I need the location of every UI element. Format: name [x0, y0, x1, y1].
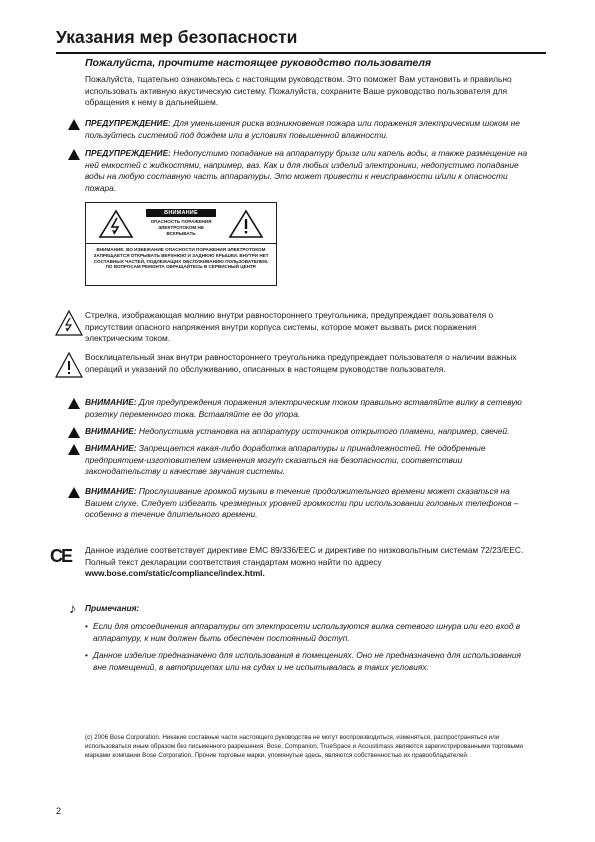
caution-heading: ВНИМАНИЕ — [146, 209, 216, 217]
caution-label: ВНИМАНИЕ: — [85, 397, 137, 407]
warning-1 — [68, 118, 538, 141]
compliance-url: www.bose.com/static/compliance/index.html. — [85, 568, 265, 579]
compliance-body: Данное изделие соответствует директиве EMC 89/336/EEC и директиве по низковольтным системам 72/23/EEC. Полный текст декларации соответствия стандартам можно найти по адресу — [85, 545, 524, 567]
list-item: • Если для отсоединения аппаратуры от электросети используются вилка сетевого шнура или его вход в аппаратуру, к ним должен быть обеспечен постоянный доступ. — [85, 621, 521, 643]
copyright-footer: (c) 2006 Bose Corporation. Никакие составные части настоящего руководства не могут воспроизводиться, изменяться, распространяться или использоваться иным образом без письменного разрешения. Bose, Companion, TrueSpace и Acoustimass являются зарегистрированными торговыми марками компании Bose Corporation. Прочие торговые марки, упомянутые здесь, являются собственностью их правообладателей. — [85, 734, 523, 759]
lightning-triangle-icon — [55, 310, 83, 336]
caution-text: Недопустима установка на аппаратуру источников открытого пламени, например, свечей. — [136, 426, 510, 436]
caution-label: ВНИМАНИЕ: — [85, 443, 137, 453]
warning-triangle-icon — [68, 427, 80, 438]
caution-label: ОПАСНОСТЬ ПОРАЖЕНИЯ ЭЛЕКТРОТОКОМ НЕ ВСКРЫВАТЬ — [150, 219, 212, 236]
caution-label: ВНИМАНИЕ: — [85, 426, 137, 436]
exclamation-triangle-icon — [55, 352, 83, 378]
caution-label: ВНИМАНИЕ: — [85, 486, 137, 496]
warning-triangle-icon — [68, 119, 80, 130]
notes-list — [85, 621, 535, 679]
exclamation-triangle-icon — [228, 209, 264, 239]
warning-triangle-icon — [68, 398, 80, 409]
caution-4 — [68, 486, 538, 521]
ce-mark-logo: CE — [50, 546, 72, 566]
warning-triangle-icon — [68, 149, 80, 160]
compliance-text — [85, 545, 535, 580]
symbol-lightning-explanation — [55, 310, 535, 345]
warning-triangle-icon — [68, 444, 80, 455]
caution-1 — [68, 397, 538, 420]
warning-label: ПРЕДУПРЕЖДЕНИЕ: — [85, 118, 171, 128]
intro-paragraph: Пожалуйста, тщательно ознакомьтесь с настоящим руководством. Это поможет Вам установить и правильно использовать активную акустическую систему. Пожалуйста, сохраните Ваше руководство пользователя для обращения к нему в дальнейшем. — [85, 74, 512, 108]
page-title: Указания мер безопасности — [56, 26, 546, 54]
symbol-text: Восклицательный знак внутри равностороннего треугольника предупреждает пользователя о наличии важных операций и указаний по обслуживанию, описанных в настоящем руководстве пользователя. — [85, 352, 517, 374]
caution-3 — [68, 443, 538, 478]
warning-triangle-icon — [68, 487, 80, 498]
warning-text: Для уменьшения риска возникновения пожара или поражения электрическим шоком не пользуйтесь системой под дождем или в условиях повышенной влажности. — [85, 118, 520, 140]
notes-title: Примечания: — [85, 603, 140, 613]
lightning-triangle-icon — [98, 209, 134, 239]
warning-text: Недопустимо попадание на аппаратуру брызг или капель воды, а также размещение на ней емкостей с жидкостями, например, ваз. Как и для любых изделий электроники, недопустимо попадание воды на любую составную часть аппаратуры. Это может привести к неисправности и/или к опасности пожара. — [85, 148, 528, 193]
page-number: 2 — [56, 806, 62, 816]
caution-label-box — [85, 202, 277, 286]
symbol-exclamation-explanation — [55, 352, 535, 375]
caution-text: Прослушивание громкой музыки в течение продолжительного времени может сказаться на Вашем слухе. Следует избегать чрезмерных уровней громкости при использовании головных телефонов – особенно в течение длительного времени. — [85, 486, 519, 520]
page-subtitle: Пожалуйста, прочтите настоящее руководство пользователя — [85, 57, 432, 69]
symbol-text: Стрелка, изображающая молнию внутри равностороннего треугольника, предупреждает пользователя о присутствии опасного напряжения внутри корпуса системы, которое может вызвать риск поражения электрическим током. — [85, 310, 494, 344]
note-text: Данное изделие предназначено для использования в помещениях. Оно не предназначено для использования вне помещений, в автоприцепах или на судах и не испытывалась в таких условиях. — [93, 650, 521, 672]
note-text: Если для отсоединения аппаратуры от электросети используются вилка сетевого шнура или его вход в аппаратуру, к ним должен быть обеспечен постоянный доступ. — [93, 621, 521, 643]
caution-text: Запрещается какая-либо доработка аппаратуры и принадлежностей. Не одобренные предприятием-изготовителем изменения могут сказаться на безопасности, соответствии законодательству и качестве звучания системы. — [85, 443, 486, 477]
warning-2 — [68, 148, 538, 194]
list-item: • Данное изделие предназначено для использования в помещениях. Оно не предназначено для использования вне помещений, в автоприцепах или на судах и не испытывалась в таких условиях. — [85, 650, 521, 672]
caution-text: Для предупреждения поражения электрическим током правильно вставляйте вилку в сетевую розетку переменного тока. Вставляйте ее до упора. — [85, 397, 522, 419]
warning-label: ПРЕДУПРЕЖДЕНИЕ: — [85, 148, 171, 158]
caution-2 — [68, 426, 538, 438]
music-note-icon: ♪ — [69, 600, 76, 616]
caution-bottom-text: ВНИМАНИЕ: ВО ИЗБЕЖАНИЕ ОПАСНОСТИ ПОРАЖЕНИЯ ЭЛЕКТРОТОКОМ ЗАПРЕЩАЕТСЯ ОТКРЫВАТЬ ВЕРХНЮЮ И ЗАДНЮЮ КРЫШКИ. ВНУТРИ НЕТ СОСТАВНЫХ ЧАСТЕЙ, ПОДЛЕЖАЩИХ ОБСЛУЖИВАНИЮ ПОЛЬЗОВАТЕЛЕМ. ПО ВОПРОСАМ РЕМОНТА ОБРАЩАЙТЕСЬ В СЕРВИСНЫЙ ЦЕНТР. — [93, 247, 269, 270]
